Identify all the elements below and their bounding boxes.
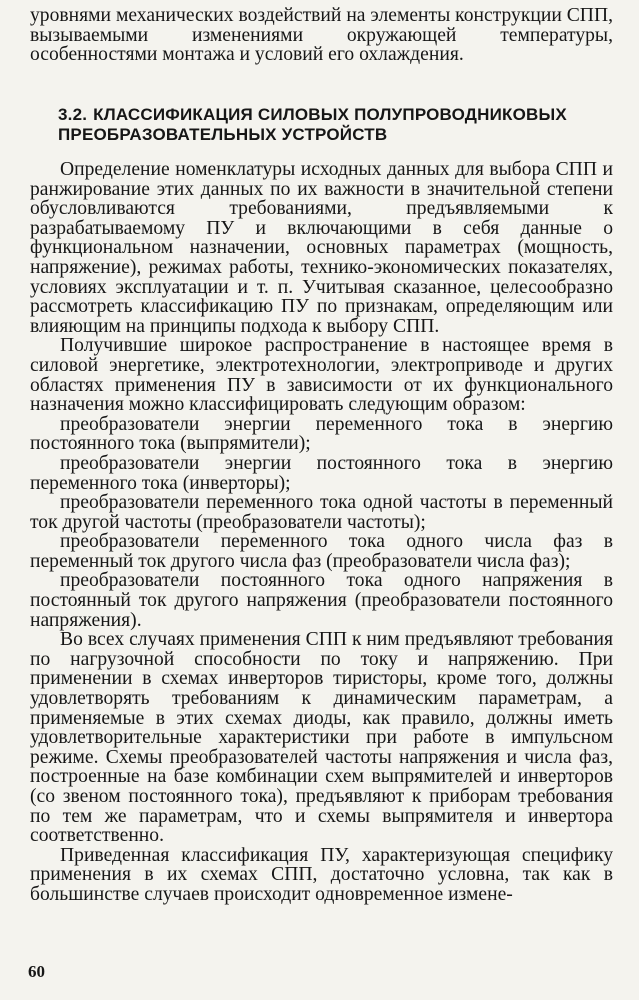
list-item-frequency-converters: преобразователи переменного тока одной частоты в переменный ток другой частоты (преобразователи частоты); — [30, 492, 613, 533]
body-text-block — [30, 160, 613, 905]
section-title: КЛАССИФИКАЦИЯ СИЛОВЫХ ПОЛУПРОВОДНИКОВЫХ ПРЕОБРАЗОВАТЕЛЬНЫХ УСТРОЙСТВ — [58, 105, 567, 144]
page-number: 60 — [28, 962, 45, 981]
top-paragraph: уровнями механических воздействий на элементы конструкции СПП, вызываемыми изменениями окружающей температуры, особенностями монтажа и условий его охлаждения. — [30, 5, 613, 66]
list-item-inverters: преобразователи энергии постоянного тока в энергию переменного тока (инверторы); — [30, 452, 613, 494]
section-heading — [58, 105, 618, 145]
list-item-phase-converters: преобразователи переменного тока одного числа фаз в переменный ток другого числа фаз (преобразователи числа фаз); — [30, 531, 613, 572]
paragraph-requirements: Во всех случаях применения СПП к ним предъявляют требования по нагрузочной способности по току и напряжению. При применении в схемах инверторов тиристоры, кроме того, должны удовлетворять требованиям к динамическим параметрам, а применяемые в этих схемах диоды, как правило, должны иметь удовлетворительные характеристики при работе в импульсном режиме. Схемы преобразователей частоты напряжения и числа фаз, построенные на базе комбинации схем выпрямителей и инверторов (со звеном постоянного тока), предъявляют к приборам требования по тем же параметрам, что и схемы выпрямителя и инвертора соответственно. — [30, 629, 613, 847]
paragraph-definition: Определение номенклатуры исходных данных для выбора СПП и ранжирование этих данных по их важности в значительной степени обусловливаются требованиями, предъявляемыми к разрабатываемому ПУ и включающими в себя данные о функциональном назначении, основных параметрах (мощность, напряжение), режимах работы, технико-экономических показателях, условиях эксплуатации и т. п. Учитывая сказанное, целесообразно рассмотреть классификацию ПУ по признакам, определяющим или влияющим на принципы подхода к выбору СПП. — [30, 159, 613, 337]
section-number: 3.2. — [58, 105, 88, 124]
top-text-block — [30, 6, 613, 65]
paragraph-classification-intro: Получившие широкое распространение в настоящее время в силовой энергетике, электротехнологии, электроприводе и других областях применения ПУ в зависимости от их функционального назначения можно классифицировать следующим образом: — [30, 335, 613, 416]
paragraph-conclusion: Приведенная классификация ПУ, характеризующая специфику применения в их схемах СПП, достаточно условна, так как в большинстве случаев происходит одновременное измене- — [30, 844, 613, 905]
list-item-dc-voltage-converters: преобразователи постоянного тока одного напряжения в постоянный ток другого напряжения (преобразователи постоянного напряжения). — [30, 570, 613, 631]
list-item-rectifiers: преобразователи энергии переменного тока в энергию постоянного тока (выпрямители); — [30, 413, 613, 455]
